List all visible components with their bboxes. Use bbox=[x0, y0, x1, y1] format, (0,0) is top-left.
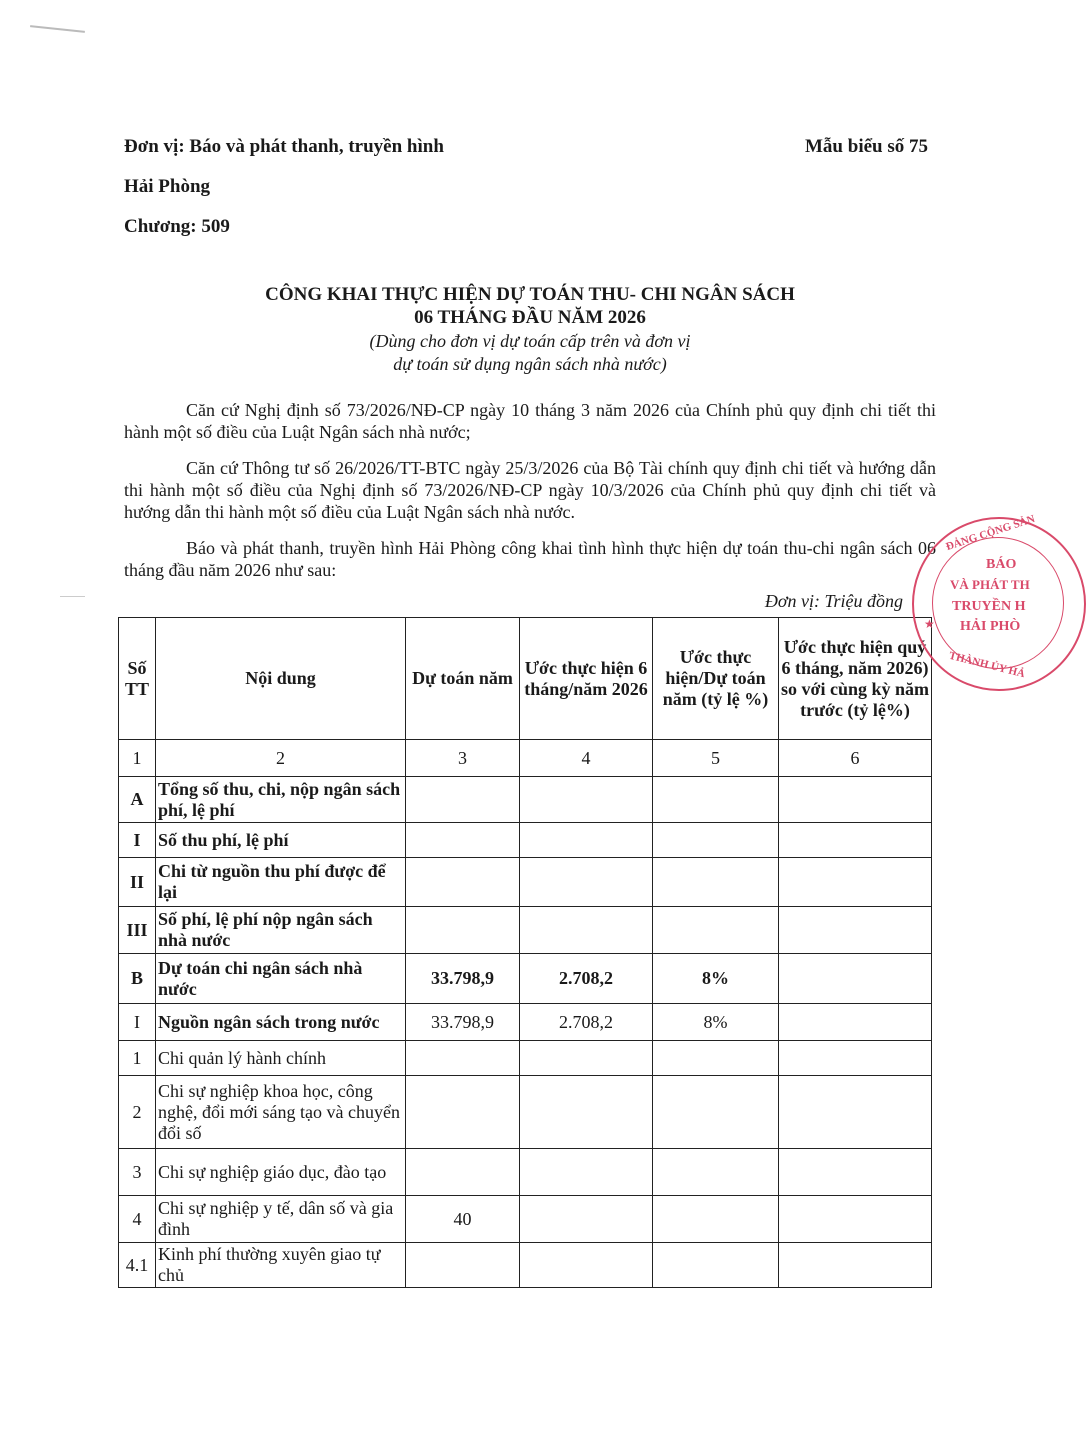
row-yoy bbox=[779, 1041, 932, 1076]
row-yoy bbox=[779, 1004, 932, 1041]
row-est6 bbox=[520, 1196, 653, 1243]
row-estimate bbox=[406, 907, 520, 954]
row-estimate bbox=[406, 1076, 520, 1149]
row-yoy bbox=[779, 954, 932, 1004]
row-ratio: 8% bbox=[653, 954, 779, 1004]
row-content: Chi sự nghiệp giáo dục, đào tạo bbox=[156, 1149, 406, 1196]
row-yoy bbox=[779, 1243, 932, 1288]
seal-text-line1: BÁO bbox=[986, 557, 1017, 572]
col-number: 1 bbox=[119, 740, 156, 777]
row-est6: 2.708,2 bbox=[520, 1004, 653, 1041]
row-stt: I bbox=[119, 1004, 156, 1041]
column-number-row bbox=[119, 740, 932, 777]
document-subtitle-cont: dự toán sử dụng ngân sách nhà nước) bbox=[393, 354, 667, 374]
table-row bbox=[119, 1196, 932, 1243]
row-est6 bbox=[520, 823, 653, 858]
table-row bbox=[119, 1243, 932, 1288]
budget-table bbox=[118, 617, 932, 1288]
row-stt: 3 bbox=[119, 1149, 156, 1196]
row-yoy bbox=[779, 1076, 932, 1149]
col-header-content: Nội dung bbox=[156, 618, 406, 740]
row-stt: 4.1 bbox=[119, 1243, 156, 1288]
disclosure-statement: Báo và phát thanh, truyền hình Hải Phòng công khai tình hình thực hiện dự toán thu-chi ngân sách 06 tháng đầu năm 2026 như sau: bbox=[124, 538, 936, 580]
table-row bbox=[119, 777, 932, 823]
col-number: 2 bbox=[156, 740, 406, 777]
table-row bbox=[119, 1004, 932, 1041]
unit-note: Đơn vị: Triệu đồng bbox=[764, 591, 903, 611]
row-stt: 4 bbox=[119, 1196, 156, 1243]
seal-bottom-text: THÀNH ỦY HẢ bbox=[947, 649, 1027, 681]
row-estimate bbox=[406, 1243, 520, 1288]
row-content: Chi từ nguồn thu phí được để lại bbox=[156, 858, 406, 907]
col-number: 5 bbox=[653, 740, 779, 777]
document-title: CÔNG KHAI THỰC HIỆN DỰ TOÁN THU- CHI NGÂN SÁCH bbox=[265, 284, 795, 305]
row-ratio bbox=[653, 1041, 779, 1076]
legal-basis-1: Căn cứ Nghị định số 73/2026/NĐ-CP ngày 10 tháng 3 năm 2026 của Chính phủ quy định chi tiết thi hành một số điều của Luật Ngân sách nhà nước; bbox=[124, 400, 936, 442]
row-stt: B bbox=[119, 954, 156, 1004]
scan-mark bbox=[30, 25, 85, 33]
col-header-est6: Ước thực hiện 6 tháng/năm 2026 bbox=[520, 618, 653, 740]
row-stt: 1 bbox=[119, 1041, 156, 1076]
row-content: Kinh phí thường xuyên giao tự chủ bbox=[156, 1243, 406, 1288]
row-content: Nguồn ngân sách trong nước bbox=[156, 1004, 406, 1041]
row-ratio bbox=[653, 823, 779, 858]
row-estimate: 33.798,9 bbox=[406, 954, 520, 1004]
row-estimate bbox=[406, 1149, 520, 1196]
chapter: Chương: 509 bbox=[124, 216, 230, 237]
row-yoy bbox=[779, 858, 932, 907]
row-ratio bbox=[653, 1243, 779, 1288]
col-number: 4 bbox=[520, 740, 653, 777]
row-estimate bbox=[406, 858, 520, 907]
official-seal-stamp bbox=[912, 512, 1086, 691]
row-content: Chi sự nghiệp y tế, dân số và gia đình bbox=[156, 1196, 406, 1243]
document-title-period: 06 THÁNG ĐẦU NĂM 2026 bbox=[414, 307, 646, 328]
row-ratio bbox=[653, 1149, 779, 1196]
row-est6 bbox=[520, 907, 653, 954]
scan-mark bbox=[60, 596, 85, 597]
row-estimate bbox=[406, 823, 520, 858]
row-yoy bbox=[779, 1149, 932, 1196]
col-header-estimate: Dự toán năm bbox=[406, 618, 520, 740]
seal-text-line4: HẢI PHÒ bbox=[960, 619, 1021, 634]
row-ratio bbox=[653, 777, 779, 823]
row-stt: A bbox=[119, 777, 156, 823]
table-row bbox=[119, 907, 932, 954]
row-est6 bbox=[520, 777, 653, 823]
row-ratio bbox=[653, 1076, 779, 1149]
row-ratio bbox=[653, 1196, 779, 1243]
row-content: Chi quản lý hành chính bbox=[156, 1041, 406, 1076]
row-stt: II bbox=[119, 858, 156, 907]
row-content: Tổng số thu, chi, nộp ngân sách phí, lệ phí bbox=[156, 777, 406, 823]
col-header-ratio: Ước thực hiện/Dự toán năm (tỷ lệ %) bbox=[653, 618, 779, 740]
table-row bbox=[119, 823, 932, 858]
seal-top-text: ĐẢNG CỘNG SẢN bbox=[944, 512, 1037, 554]
table-row bbox=[119, 954, 932, 1004]
table-row bbox=[119, 858, 932, 907]
row-est6 bbox=[520, 858, 653, 907]
row-estimate bbox=[406, 777, 520, 823]
col-header-stt: Số TT bbox=[119, 618, 156, 740]
row-ratio bbox=[653, 907, 779, 954]
row-yoy bbox=[779, 777, 932, 823]
row-est6 bbox=[520, 1076, 653, 1149]
row-yoy bbox=[779, 907, 932, 954]
row-estimate: 33.798,9 bbox=[406, 1004, 520, 1041]
row-stt: 2 bbox=[119, 1076, 156, 1149]
document-subtitle: (Dùng cho đơn vị dự toán cấp trên và đơn vị bbox=[369, 331, 691, 351]
row-est6 bbox=[520, 1149, 653, 1196]
row-content: Dự toán chi ngân sách nhà nước bbox=[156, 954, 406, 1004]
seal-text-line3: TRUYỀN H bbox=[952, 599, 1026, 614]
row-content: Chi sự nghiệp khoa học, công nghệ, đổi mới sáng tạo và chuyển đổi số bbox=[156, 1076, 406, 1149]
row-yoy bbox=[779, 1196, 932, 1243]
row-content: Số phí, lệ phí nộp ngân sách nhà nước bbox=[156, 907, 406, 954]
table-row bbox=[119, 1076, 932, 1149]
row-ratio: 8% bbox=[653, 1004, 779, 1041]
row-stt: I bbox=[119, 823, 156, 858]
row-estimate: 40 bbox=[406, 1196, 520, 1243]
seal-text-line2: VÀ PHÁT TH bbox=[950, 577, 1030, 592]
row-estimate bbox=[406, 1041, 520, 1076]
legal-basis-2: Căn cứ Thông tư số 26/2026/TT-BTC ngày 25/3/2026 của Bộ Tài chính quy định chi tiết và hướng dẫn thi hành một số điều của Nghị định số 73/2026/NĐ-CP ngày 10/3/2026 của Chính phủ quy định chi tiết và hướng dẫn thi hành một số điều của Luật Ngân sách nhà nước. bbox=[124, 458, 936, 522]
col-header-yoy: Ước thực hiện quý 6 tháng, năm 2026) so với cùng kỳ năm trước (tỷ lệ%) bbox=[779, 618, 932, 740]
header-row bbox=[119, 618, 932, 740]
row-stt: III bbox=[119, 907, 156, 954]
col-number: 3 bbox=[406, 740, 520, 777]
row-est6 bbox=[520, 1243, 653, 1288]
row-est6 bbox=[520, 1041, 653, 1076]
row-est6: 2.708,2 bbox=[520, 954, 653, 1004]
table-row bbox=[119, 1149, 932, 1196]
row-ratio bbox=[653, 858, 779, 907]
table-row bbox=[119, 1041, 932, 1076]
row-content: Số thu phí, lệ phí bbox=[156, 823, 406, 858]
col-number: 6 bbox=[779, 740, 932, 777]
unit-name-cont: Hải Phòng bbox=[124, 176, 211, 197]
unit-name: Đơn vị: Báo và phát thanh, truyền hình bbox=[124, 136, 444, 157]
star-icon: ★ bbox=[924, 617, 935, 631]
row-yoy bbox=[779, 823, 932, 858]
form-number: Mẫu biểu số 75 bbox=[805, 136, 928, 157]
